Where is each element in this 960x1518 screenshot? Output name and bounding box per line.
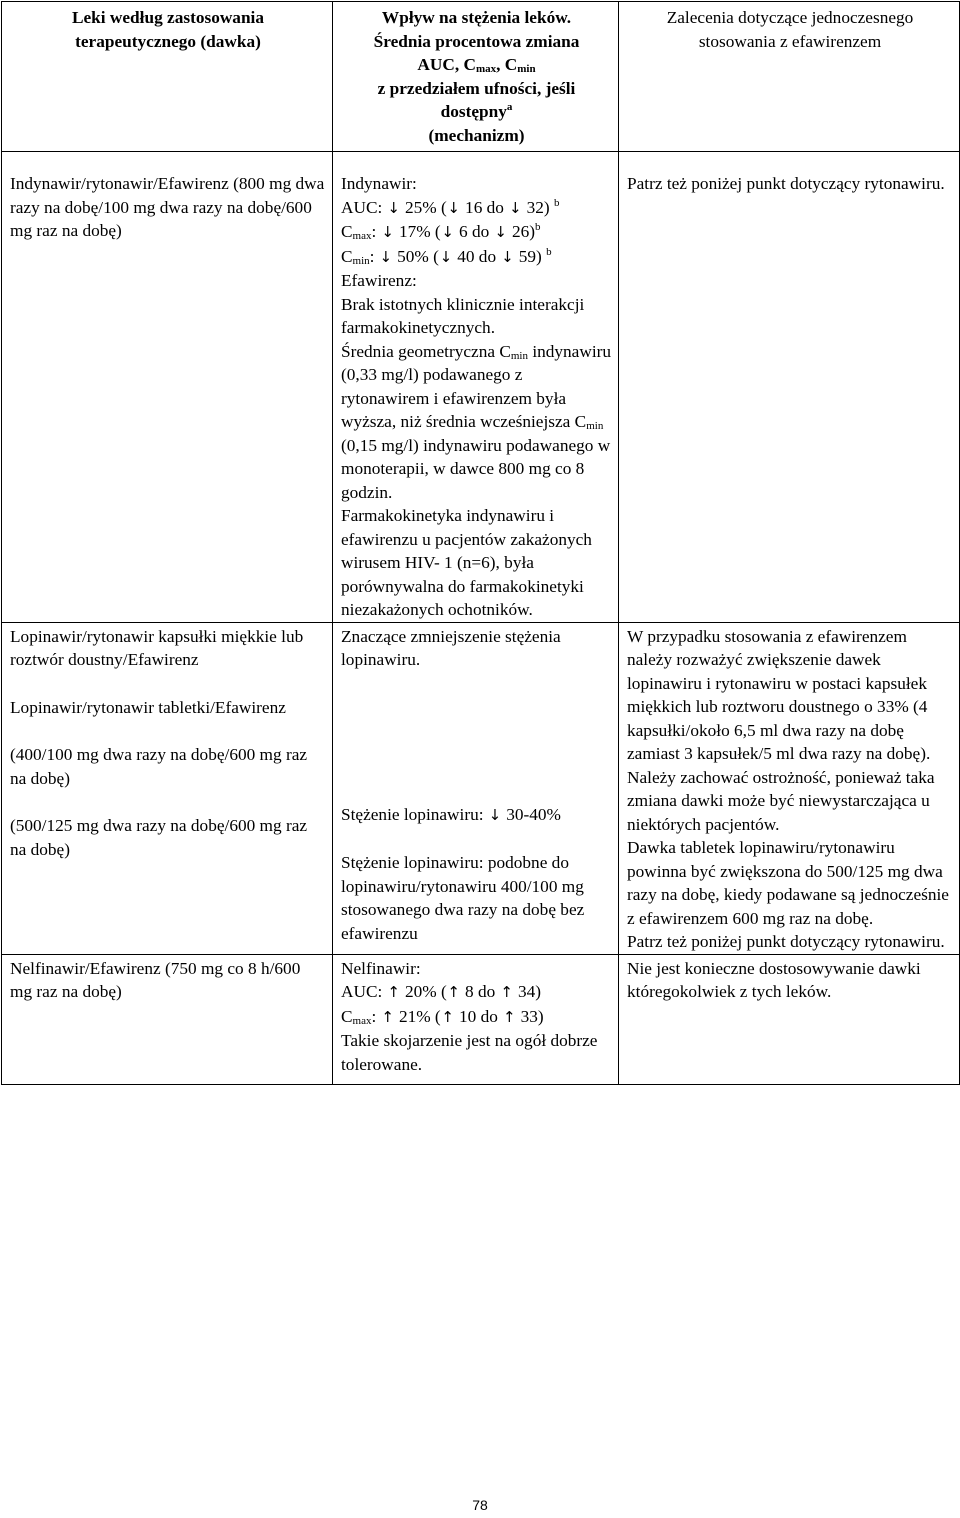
arrow-down-icon: ↓ xyxy=(379,247,393,266)
drug-dose: (400/100 mg dwa razy na dobę/600 mg raz na dobę) xyxy=(10,745,308,788)
rec-text: Dawka tabletek lopinawiru/rytonawiru powinna być zwiększona do 500/125 mg dwa razy na dobę, kiedy podawane są jednocześnie z efawirenzem 600 mg raz na dobę. xyxy=(627,838,949,928)
cmax-c: C xyxy=(341,1006,353,1026)
table-row xyxy=(2,152,960,623)
footnote-b: b xyxy=(553,196,560,209)
effect-para1: Brak istotnych klinicznie interakcji farmakokinetycznych. xyxy=(341,294,585,337)
arrow-up-icon: ↑ xyxy=(387,983,400,1001)
effect-cell xyxy=(333,954,619,1085)
interaction-table xyxy=(1,1,960,1085)
arrow-up-icon: ↑ xyxy=(441,1007,454,1026)
auc-prefix: AUC: xyxy=(341,982,383,1001)
arrow-down-icon: ↓ xyxy=(447,198,460,217)
label-indynawir: Indynawir: xyxy=(341,174,417,193)
effect-para2 xyxy=(341,340,612,505)
arrow-down-icon: ↓ xyxy=(488,805,502,824)
arrow-down-icon: ↓ xyxy=(387,198,400,217)
header-row xyxy=(2,2,960,152)
rec-text: Nie jest konieczne dostosowywanie dawki któregokolwiek z tych leków. xyxy=(627,958,921,1001)
cmin-value: 50% ( xyxy=(397,246,439,266)
table-row xyxy=(2,954,960,1085)
cmin-high: 59) xyxy=(518,246,542,266)
auc-value: 20% ( xyxy=(404,982,447,1001)
arrow-down-icon: ↓ xyxy=(441,223,454,241)
auc-low: 8 do xyxy=(465,982,496,1001)
rec-text: Patrz też poniżej punkt dotyczący rytonawiru. xyxy=(627,174,945,193)
arrow-down-icon: ↓ xyxy=(508,198,522,217)
cmin-sub: min xyxy=(352,254,370,267)
footnote-b: b xyxy=(534,221,541,233)
cmin-low: 40 do xyxy=(457,246,497,266)
drug-cell xyxy=(2,622,333,954)
recommendation-cell xyxy=(619,622,960,954)
arrow-down-icon: ↓ xyxy=(501,247,514,266)
auc-high: 32) xyxy=(526,197,550,217)
sep-text: , C xyxy=(496,55,518,74)
cmin-sub: min xyxy=(510,349,528,362)
page-number: 78 xyxy=(472,1497,488,1513)
arrow-up-icon: ↑ xyxy=(502,1007,516,1026)
effect-text: Znaczące zmniejszenie stężenia lopinawiru. xyxy=(341,626,561,669)
arrow-up-icon: ↑ xyxy=(447,983,460,1001)
conc-label: Stężenie lopinawiru: xyxy=(341,804,484,824)
cmax-line: $C_{max}$: ↑ 21% (↑ 10 do ↑ 33) xyxy=(341,1005,612,1030)
cmax-sub: max xyxy=(352,230,372,242)
arrow-down-icon: ↓ xyxy=(381,223,394,241)
header-effect-line4 xyxy=(341,77,612,124)
cmax-high: 26) xyxy=(511,222,535,241)
drug-text: Lopinawir/rytonawir kapsułki miękkie lub roztwór doustny/Efawirenz xyxy=(10,626,304,669)
header-effect-line1: Wpływ na stężenia leków. xyxy=(381,8,572,27)
auc-low: 16 do xyxy=(465,197,504,217)
arrow-up-icon: ↑ xyxy=(500,983,513,1001)
effect-note: Takie skojarzenie jest na ogół dobrze tolerowane. xyxy=(341,1031,598,1074)
recommendation-cell xyxy=(619,152,960,623)
footnote-a: a xyxy=(506,101,513,113)
drug-dose: (500/125 mg dwa razy na dobę/600 mg raz na dobę) xyxy=(10,816,308,859)
auc-high: 34) xyxy=(517,982,541,1001)
header-effect xyxy=(333,2,619,152)
cmax-low: 10 do xyxy=(459,1006,498,1026)
ci-text: z przedziałem ufności, jeśli dostępny xyxy=(377,78,576,121)
arrow-down-icon: ↓ xyxy=(439,247,453,266)
cmin-sub: min xyxy=(586,420,604,432)
recommendation-cell xyxy=(619,954,960,1085)
effect-cell xyxy=(333,622,619,954)
header-effect-line2: Średnia procentowa zmiana xyxy=(373,31,580,51)
cmin-line xyxy=(341,245,612,270)
label-efawirenz: Efawirenz: xyxy=(341,271,417,290)
header-drugs xyxy=(2,2,333,152)
auc-line xyxy=(341,980,612,1005)
conc-value: 30-40% xyxy=(506,804,561,824)
drug-cell xyxy=(2,954,333,1085)
cmax-low: 6 do xyxy=(459,222,490,241)
min-sub: min xyxy=(517,63,536,75)
drug-text: Indynawir/rytonawir/Efawirenz (800 mg dwa razy na dobę/100 mg dwa razy na dobę/600 mg raz na dobę) xyxy=(10,174,325,240)
auc-value: 25% ( xyxy=(404,197,447,217)
auc-line xyxy=(341,196,612,221)
para2-c: (0,15 mg/l) indynawiru podawanego w monoterapii, w dawce 800 mg co 8 godzin. xyxy=(341,435,611,502)
footnote-b: b xyxy=(546,245,552,258)
header-recommendation xyxy=(619,2,960,152)
effect-cell xyxy=(333,152,619,623)
table-row xyxy=(2,622,960,954)
cmax-c: C xyxy=(341,222,353,241)
header-drugs-text: Leki według zastosowania terapeutycznego (dawka) xyxy=(71,8,265,51)
cmax-value: 17% ( xyxy=(398,222,441,241)
auc-prefix: AUC: xyxy=(341,197,383,217)
header-effect-line5: (mechanizm) xyxy=(428,125,525,145)
header-effect-line3 xyxy=(341,53,612,77)
cmax-colon: : xyxy=(371,222,381,241)
header-rec-text: Zalecenia dotyczące jednoczesnego stosowania z efawirenzem xyxy=(666,8,914,51)
drug-text: Lopinawir/rytonawir tabletki/Efawirenz xyxy=(10,697,286,717)
auc-text: AUC, C xyxy=(417,55,476,74)
rec-text: Patrz też poniżej punkt dotyczący rytonawiru. xyxy=(627,932,945,951)
drug-cell xyxy=(2,152,333,623)
rec-text: W przypadku stosowania z efawirenzem należy rozważyć zwiększenie dawek lopinawiru i rytonawiru w postaci kapsułek miękkich lub roztworu doustnego o 33% (4 kapsułki/około 6,5 ml dwa razy na dobę zamiast 3 kapsułek/5 ml dwa razy na dobę). Należy zachować ostrożność, ponieważ taka zmiana dawki może być niewystarczająca u niektórych pacjentów. xyxy=(627,626,935,834)
para2-a: Średnia geometryczna C xyxy=(341,341,511,361)
drug-text: Nelfinawir/Efawirenz (750 mg co 8 h/600 mg raz na dobę) xyxy=(10,958,301,1001)
arrow-down-icon: ↓ xyxy=(494,223,507,241)
cmax-sub: max xyxy=(352,1014,372,1027)
effect-text xyxy=(341,803,612,828)
effect-text: Stężenie lopinawiru: podobne do lopinawiru/rytonawiru 400/100 mg stosowanego dwa razy na dobę bez efawirenzu xyxy=(341,853,585,943)
cmin-colon: : xyxy=(369,246,379,266)
para2-b: indynawiru (0,33 mg/l) podawanego z rytonawirem i efawirenzem była wyższa, niż średnia wcześniejsza C xyxy=(341,341,612,431)
cmin-c: C xyxy=(341,246,353,266)
effect-para3: Farmakokinetyka indynawiru i efawirenzu u pacjentów zakażonych wirusem HIV- 1 (n=6), była porównywalna do farmakokinetyki niezakażonych ochotników. xyxy=(341,506,592,619)
cmax-value: 21% ( xyxy=(398,1006,441,1026)
cmax-line xyxy=(341,220,612,245)
label-nelfinawir: Nelfinawir: xyxy=(341,958,421,978)
max-sub: max xyxy=(475,63,497,75)
cmax-high: 33) xyxy=(520,1006,544,1026)
arrow-up-icon: ↑ xyxy=(381,1007,394,1026)
